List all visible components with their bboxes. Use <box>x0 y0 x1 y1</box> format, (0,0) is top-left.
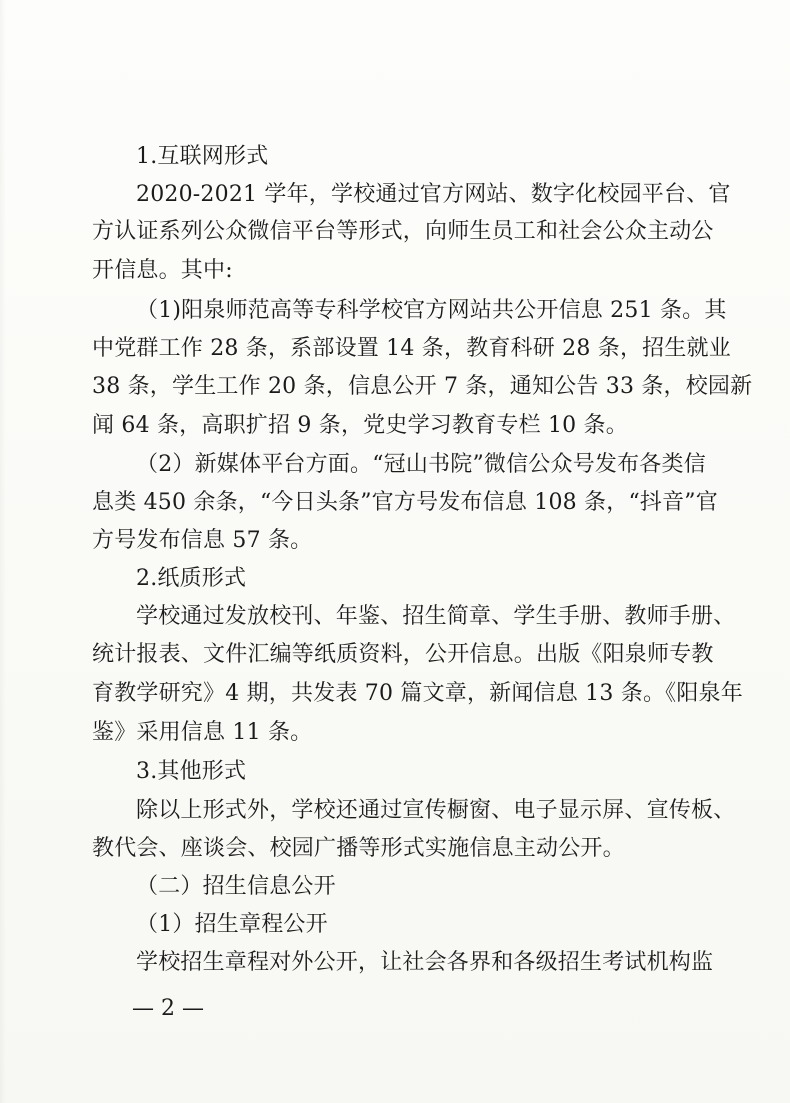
paragraph-line: 方号发布信息 57 条。 <box>92 528 313 553</box>
paragraph-line: 闻 64 条，高职扩招 9 条，党史学习教育专栏 10 条。 <box>92 413 628 438</box>
heading-paper-form: 2.纸质形式 <box>136 566 247 591</box>
page-number: — 2 — <box>132 996 204 1021</box>
heading-internet-form: 1.互联网形式 <box>136 144 269 169</box>
subheading-enrollment-charter: （1）招生章程公开 <box>136 912 328 937</box>
paragraph-line: 开信息。其中: <box>92 258 233 283</box>
paragraph-line: 38 条，学生工作 20 条，信息公开 7 条，通知公告 33 条，校园新 <box>92 374 753 399</box>
paragraph-line: 除以上形式外，学校还通过宣传橱窗、电子显示屏、宣传板、 <box>136 798 736 823</box>
paragraph-line: 方认证系列公众微信平台等形式，向师生员工和社会公众主动公 <box>92 219 714 244</box>
paragraph-line: 2020-2021 学年，学校通过官方网站、数字化校园平台、官 <box>136 182 731 207</box>
paragraph-line: 育教学研究》4 期，共发表 70 篇文章，新闻信息 13 条。《阳泉年 <box>92 681 743 706</box>
paragraph-line: 鉴》采用信息 11 条。 <box>92 720 313 745</box>
paragraph-line: 教代会、座谈会、校园广播等形式实施信息主动公开。 <box>92 836 625 861</box>
paragraph-line: 统计报表、文件汇编等纸质资料，公开信息。出版《阳泉师专教 <box>92 642 714 667</box>
paragraph-line: （1)阳泉师范高等专科学校官方网站共公开信息 251 条。其 <box>136 298 727 323</box>
heading-other-form: 3.其他形式 <box>136 759 247 784</box>
paragraph-line: 学校通过发放校刊、年鉴、招生简章、学生手册、教师手册、 <box>136 604 736 629</box>
paragraph-line: 息类 450 余条，“今日头条”官方号发布信息 108 条，“抖音”官 <box>92 490 718 515</box>
paragraph-line: （2）新媒体平台方面。“冠山书院”微信公众号发布各类信 <box>136 452 706 477</box>
paragraph-line: 中党群工作 28 条，系部设置 14 条，教育科研 28 条，招生就业 <box>92 336 731 361</box>
section-heading-enrollment: （二）招生信息公开 <box>136 874 336 899</box>
paragraph-line: 学校招生章程对外公开，让社会各界和各级招生考试机构监 <box>136 950 714 975</box>
